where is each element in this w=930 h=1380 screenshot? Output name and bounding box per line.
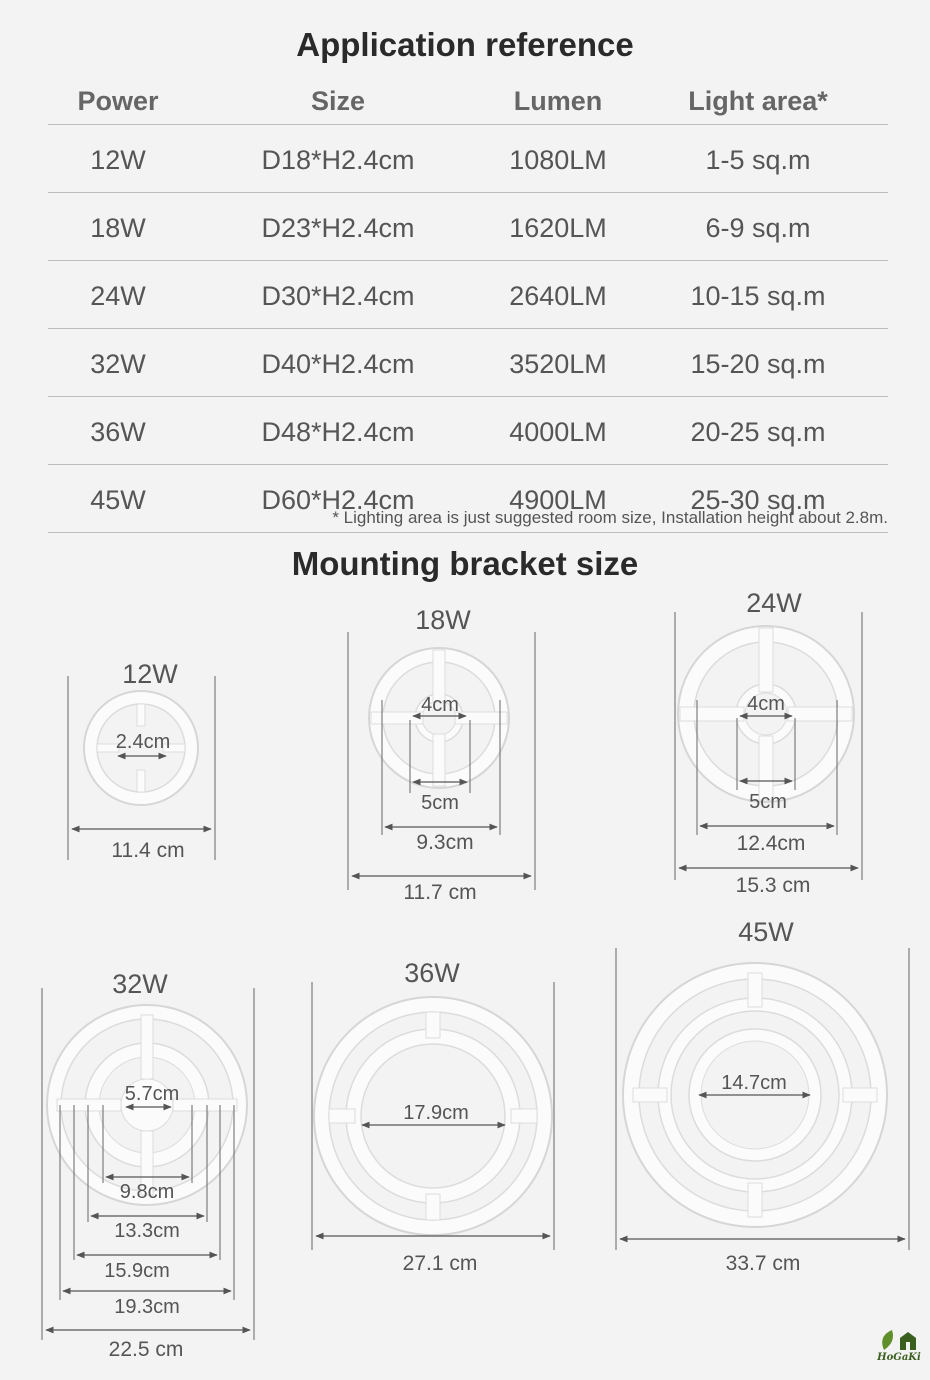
cell-light-area: 20-25 sq.m xyxy=(628,397,888,465)
bracket-32w-inner: 5.7cm xyxy=(124,1083,180,1105)
bracket-12w-inner: 2.4cm xyxy=(115,731,171,753)
cell-power: 45W xyxy=(48,465,188,533)
cell-power: 12W xyxy=(48,125,188,193)
cell-lumen: 2640LM xyxy=(488,261,628,329)
bracket-45w-outer: 33.7 cm xyxy=(725,1252,801,1275)
bracket-32w-label: 32W xyxy=(112,969,168,999)
header-size: Size xyxy=(188,78,488,125)
application-reference-title: Application reference xyxy=(296,26,634,63)
header-light-area: Light area* xyxy=(628,78,888,125)
bracket-36w-label: 36W xyxy=(404,958,460,988)
cell-power: 18W xyxy=(48,193,188,261)
header-power: Power xyxy=(48,78,188,125)
bracket-36w xyxy=(312,958,554,1275)
bracket-24w-slot: 5cm xyxy=(749,791,787,813)
bracket-18w-slot: 5cm xyxy=(421,792,459,814)
bracket-12w-label: 12W xyxy=(122,659,178,689)
bracket-12w-outer: 11.4 cm xyxy=(111,839,185,862)
cell-size: D60*H2.4cm xyxy=(188,465,488,533)
cell-size: D18*H2.4cm xyxy=(188,125,488,193)
bracket-32w-d4: 19.3cm xyxy=(114,1296,180,1318)
cell-light-area: 6-9 sq.m xyxy=(628,193,888,261)
bracket-18w-inner: 4cm xyxy=(421,694,459,716)
cell-light-area: 10-15 sq.m xyxy=(628,261,888,329)
bracket-45w-label: 45W xyxy=(738,917,794,947)
cell-size: D30*H2.4cm xyxy=(188,261,488,329)
cell-lumen: 3520LM xyxy=(488,329,628,397)
cell-power: 32W xyxy=(48,329,188,397)
bracket-18w xyxy=(348,605,535,904)
cell-light-area: 25-30 sq.m xyxy=(628,465,888,533)
bracket-36w-inner: 17.9cm xyxy=(403,1102,469,1124)
bracket-24w-ring-size: 12.4cm xyxy=(736,832,806,855)
cell-light-area: 1-5 sq.m xyxy=(628,125,888,193)
cell-size: D40*H2.4cm xyxy=(188,329,488,397)
cell-lumen: 4000LM xyxy=(488,397,628,465)
bracket-12w xyxy=(68,659,215,862)
bracket-18w-outer: 11.7 cm xyxy=(403,881,477,904)
bracket-32w-ring xyxy=(47,1005,247,1205)
bracket-45w xyxy=(616,917,909,1275)
cell-size: D23*H2.4cm xyxy=(188,193,488,261)
cell-power: 24W xyxy=(48,261,188,329)
cell-lumen: 4900LM xyxy=(488,465,628,533)
cell-lumen: 1080LM xyxy=(488,125,628,193)
mounting-bracket-title: Mounting bracket size xyxy=(291,545,639,582)
bracket-32w-d3: 15.9cm xyxy=(104,1260,170,1282)
bracket-32w-d2: 13.3cm xyxy=(114,1220,180,1242)
header-lumen: Lumen xyxy=(488,78,628,125)
bracket-18w-label: 18W xyxy=(415,605,471,635)
bracket-18w-ring xyxy=(369,648,509,788)
brand-name: HoGaKi xyxy=(877,1352,921,1363)
cell-size: D48*H2.4cm xyxy=(188,397,488,465)
bracket-24w-inner: 4cm xyxy=(747,693,785,715)
bracket-24w-outer: 15.3 cm xyxy=(735,874,811,897)
cell-lumen: 1620LM xyxy=(488,193,628,261)
bracket-32w-outer: 22.5 cm xyxy=(108,1338,184,1361)
bracket-32w-d1: 9.8cm xyxy=(119,1181,175,1203)
brand-logo xyxy=(870,1322,928,1370)
bracket-24w xyxy=(675,588,862,897)
lighting-area-note: * Lighting area is just suggested room size, Installation height about 2.8m. xyxy=(332,508,888,527)
leaf-house-icon xyxy=(870,1322,928,1354)
bracket-32w xyxy=(42,969,254,1361)
bracket-36w-outer: 27.1 cm xyxy=(402,1252,478,1275)
cell-power: 36W xyxy=(48,397,188,465)
cell-light-area: 15-20 sq.m xyxy=(628,329,888,397)
bracket-24w-label: 24W xyxy=(746,588,802,618)
bracket-18w-ring-size: 9.3cm xyxy=(416,831,474,854)
bracket-45w-inner: 14.7cm xyxy=(721,1072,787,1094)
